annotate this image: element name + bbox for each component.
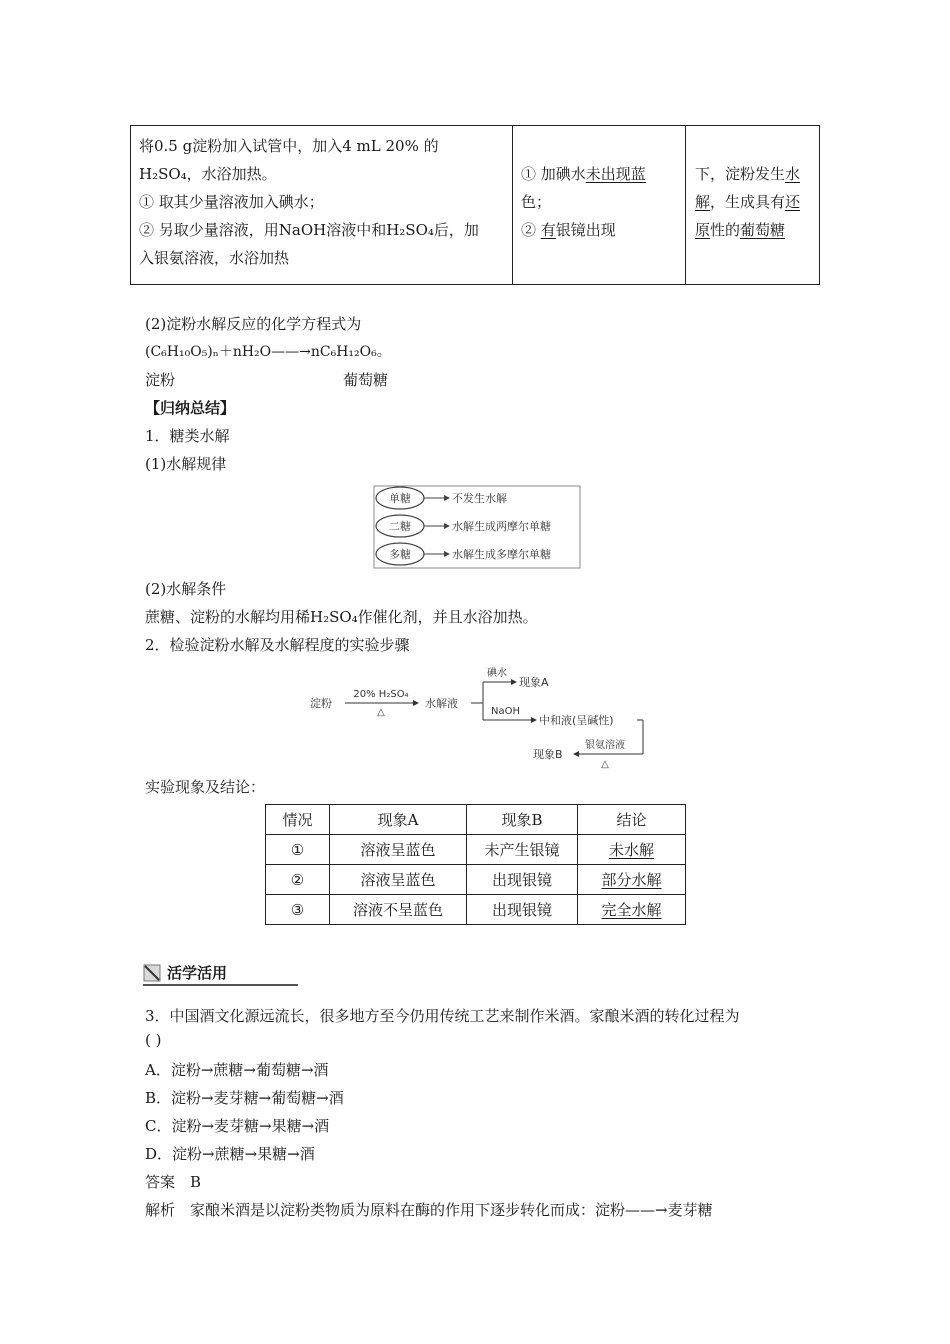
option-c: C．淀粉→麦芽糖→果糖→酒 bbox=[145, 1117, 330, 1135]
table-row: ③ 溶液不呈蓝色 出现银镜 完全水解 bbox=[266, 895, 686, 925]
table-divider bbox=[685, 126, 686, 284]
svg-text:不发生水解: 不发生水解 bbox=[452, 492, 507, 505]
option-b: B．淀粉→麦芽糖→葡萄糖→酒 bbox=[145, 1089, 344, 1107]
diagram-row bbox=[376, 543, 551, 565]
summary-item-1a: (1)水解规律 bbox=[145, 455, 227, 473]
svg-text:水解生成多摩尔单糖: 水解生成多摩尔单糖 bbox=[452, 548, 551, 561]
flow-heat: △ bbox=[377, 707, 385, 718]
diagram-row bbox=[376, 487, 507, 509]
experiment-flow-diagram bbox=[305, 664, 650, 772]
flow-starch: 淀粉 bbox=[310, 697, 332, 710]
result-table bbox=[265, 804, 686, 925]
summary-item-2: 2．检验淀粉水解及水解程度的实验步骤 bbox=[145, 636, 410, 654]
section-underline bbox=[143, 984, 298, 986]
summary-heading: 【归纳总结】 bbox=[145, 399, 236, 417]
option-d: D．淀粉→蔗糖→果糖→酒 bbox=[145, 1145, 315, 1163]
flow-iodine: 碘水 bbox=[487, 668, 507, 679]
svg-text:单糖: 单糖 bbox=[389, 492, 411, 505]
conclusion-cell: 下，淀粉发生水 解，生成具有还 原性的葡萄糖 bbox=[695, 165, 801, 239]
svg-text:水解生成两摩尔单糖: 水解生成两摩尔单糖 bbox=[452, 520, 551, 533]
flow-reagent: 20% H₂SO₄ bbox=[353, 689, 409, 700]
section-header bbox=[143, 962, 298, 986]
label-starch: 淀粉 bbox=[145, 371, 176, 389]
diagram-row bbox=[376, 515, 551, 537]
procedure-cell: 将0.5 g淀粉加入试管中，加入4 mL 20% 的 H₂SO₄，水浴加热。 ① 取其少量溶液加入碘水； ② 另取少量溶液，用NaOH溶液中和H₂SO₄后，加 入银氨溶液，水浴加热 bbox=[139, 137, 479, 267]
analysis: 解析 家酿米酒是以淀粉类物质为原料在酶的作用下逐步转化而成：淀粉——→麦芽糖 bbox=[145, 1201, 713, 1219]
summary-item-1: 1．糖类水解 bbox=[145, 427, 230, 445]
section-title: 活学活用 bbox=[167, 964, 228, 982]
question-stem: 3．中国酒文化源远流长，很多地方至今仍用传统工艺来制作米酒。家酿米酒的转化过程为 bbox=[145, 1007, 740, 1025]
summary-item-1b: (2)水解条件 bbox=[145, 580, 227, 598]
summary-item-3: 实验现象及结论： bbox=[145, 778, 266, 796]
question-paren: ( ) bbox=[145, 1031, 162, 1049]
table-row: ① 溶液呈蓝色 未产生银镜 未水解 bbox=[266, 835, 686, 865]
hydrolysis-condition: 蔗糖、淀粉的水解均用稀H₂SO₄作催化剂，并且水浴加热。 bbox=[145, 608, 538, 626]
equation-formula: (C₆H₁₀O₅)ₙ＋nH₂O——→nC₆H₁₂O₆。 bbox=[145, 344, 391, 360]
svg-text:二糖: 二糖 bbox=[389, 520, 411, 533]
svg-text:多糖: 多糖 bbox=[389, 548, 411, 561]
phenomenon-cell: ① 加碘水未出现蓝 色； ② 有银镜出现 bbox=[521, 165, 646, 239]
table-header-row: 情况 现象A 现象B 结论 bbox=[266, 805, 686, 835]
answer: 答案 B bbox=[145, 1173, 202, 1191]
flow-hydrolysate: 水解液 bbox=[425, 697, 458, 710]
experiment-table bbox=[130, 125, 820, 285]
flow-phenomenon-a: 现象A bbox=[519, 676, 549, 689]
flow-naoh: NaOH bbox=[491, 706, 520, 717]
label-glucose: 葡萄糖 bbox=[343, 371, 389, 389]
equation-intro: (2)淀粉水解反应的化学方程式为 bbox=[145, 315, 362, 333]
table-divider bbox=[512, 126, 513, 284]
flow-neutral: 中和液(呈碱性) bbox=[539, 714, 614, 727]
hydrolysis-rule-diagram bbox=[372, 484, 582, 570]
section-icon bbox=[143, 964, 161, 982]
flow-heat-2: △ bbox=[601, 759, 609, 770]
flow-phenomenon-b: 现象B bbox=[533, 748, 563, 761]
flow-silver: 银氨溶液 bbox=[585, 740, 625, 751]
table-row: ② 溶液呈蓝色 出现银镜 部分水解 bbox=[266, 865, 686, 895]
option-a: A．淀粉→蔗糖→葡萄糖→酒 bbox=[145, 1061, 329, 1079]
